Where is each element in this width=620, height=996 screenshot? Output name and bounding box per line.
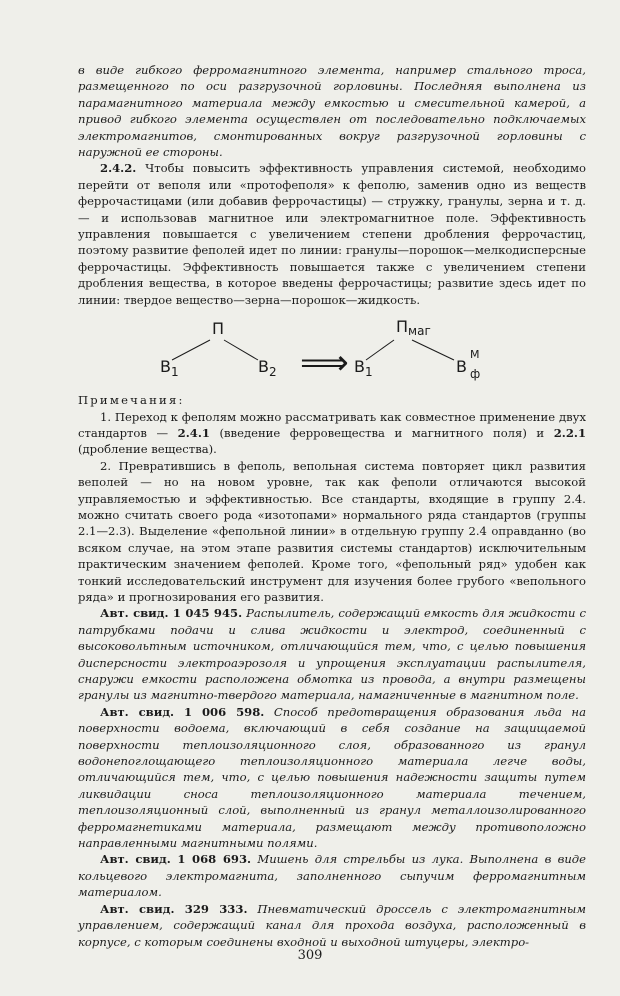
fepol-diagram [150, 316, 510, 382]
patent-1: Авт. свид. 1 045 945. Распылитель, содержащий емкость для жидкости с патрубками подачи и слива жидкости и электрод, соединенный с высоковольтным источником, отличающийся тем, что, с целью повышения дисперсности электроаэрозоля и упрощения эксплуатации распылителя, снаружи емкости расположена обмотка из провода, а внутри размещены гранулы из магнитно-твердого материала, намагниченные в магнитном поле. [78, 606, 586, 703]
patent-3: Авт. свид. 1 068 693. Мишень для стрельбы из лука. Выполнена в виде кольцевого электромагнита, заполненного сыпучим ферромагнитным материалом. [78, 852, 586, 900]
section-number: 2.4.2. [100, 161, 137, 176]
note-2: 2. Превратившись в феполь, вепольная система повторяет цикл развития веполей — но на новом уровне, так как феполи отличаются высокой управляемостью и эффективностью. Все стандарты, входящие в группу 2.4. можно считать своего рода «изотопами» нормального ряда стандартов (группы 2.1—2.3). Выделение «фепольной линии» в отдельную группу 2.4 оправданно (во всяком случае, на этом этапе развития системы стандартов) исключительным практическим значением феполей. Кроме того, «фепольный ряд» удобен как тонкий исследовательский инструмент для изучения более грубого «вепольного ряда» и прогнозирования его развития. [78, 458, 586, 604]
left-b2-label: $В_2$ [258, 357, 277, 380]
section-text: Чтобы повысить эффективность управления системой, необходимо перейти от веполя или «протофеполя» к феполю, заменив одно из веществ феррочастицами (или добавив феррочастицы) — стружку, гранулы, зерна и т. д. — и использовав магнитное или электромагнитное поле. Эффективность управления повышается с увеличением степени дробления феррочастиц, поэтому развитие феполей идет по линии: гранулы—порошок—мелкодисперсные феррочастицы. Эффективность повышается также с увеличением степени дробления вещества, в которое введены феррочастицы; развитие здесь идет по линии: твердое вещество—зерна—порошок—жидкость. [78, 161, 587, 307]
diagram-right [354, 317, 480, 381]
right-edge-1 [366, 340, 394, 360]
diagram-left [160, 319, 277, 379]
patent-2: Авт. свид. 1 006 598. Способ предотвращения образования льда на поверхности водоема, включающий в себя создание на защищаемой поверхности теплоизоляционного слоя, образованного из гранул водонепоглощающего теплоизоляционного материала легче воды, отличающийся тем, что, с целью повышения надежности защиты путем ликвидации сноса теплоизоляционного материала течением, теплоизоляционный слой, выполненный из гранул металлоизолированного ферромагнетиками материала, размещают между противоположно направленными магнитными полями. [78, 704, 586, 851]
section-paragraph [78, 160, 586, 308]
text-body [78, 62, 586, 950]
transition-arrow: ⟹ [300, 343, 349, 383]
intro-paragraph: в виде гибкого ферромагнитного элемента, например стального троса, размещенного по оси разгрузочной горловины. Последняя выполнена из парамагнитного материала между емкостью и смесительной камерой, а привод гибкого элемента осуществлен от последовательно подключаемых электромагнитов, смонтированных вокруг разгрузочной горловины с наружной ее стороны. [78, 63, 586, 160]
left-edge-1 [172, 340, 210, 360]
notes-heading: Примечания: [78, 393, 185, 408]
right-b1-label: $В_1$ [354, 357, 373, 380]
right-b2-subscript: ф [470, 367, 481, 382]
left-edge-2 [224, 340, 258, 360]
left-b1-label: $В_1$ [160, 357, 179, 380]
right-edge-2 [412, 340, 454, 360]
right-b2-label: В [456, 357, 467, 377]
page-number: 309 [297, 948, 323, 963]
patent-4: Авт. свид. 329 333. Пневматический дроссель с электромагнитным управлением, содержащий канал для прохода воздуха, расположенный в корпусе, с которым соединены входной и выходной штуцеры, электро- [78, 901, 586, 949]
right-b2-superscript: М [470, 348, 480, 362]
left-top-label: П [212, 319, 225, 339]
right-top-label: Пмаг [396, 317, 431, 339]
note-1: 1. Переход к феполям можно рассматривать как совместное применение двух стандартов — 2.4.1 (введение ферровещества и магнитного поля) и 2.2.1 (дробление вещества). [78, 409, 587, 457]
